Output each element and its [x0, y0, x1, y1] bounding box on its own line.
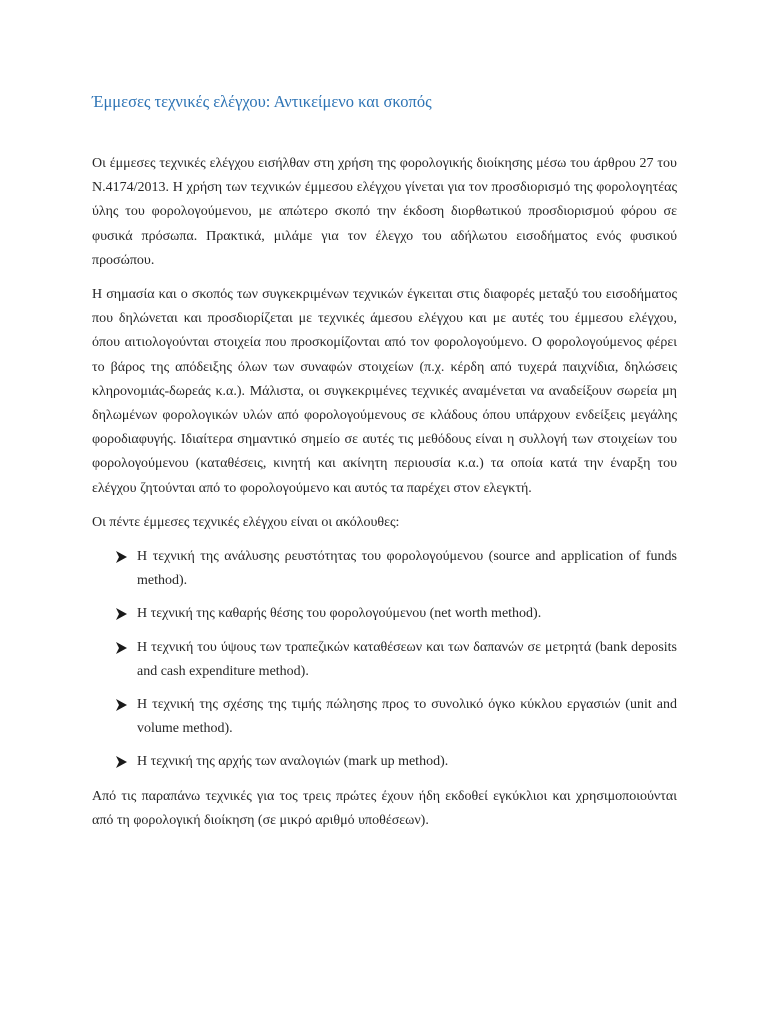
- paragraph-closing: Από τις παραπάνω τεχνικές για τος τρεις πρώτες έχουν ήδη εκδοθεί εγκύκλιοι και χρησιμοποιούνται από τη φορολογική διοίκηση (σε μικρό αριθμό υποθέσεων).: [92, 788, 677, 828]
- list-item-text: Η τεχνική της ανάλυσης ρευστότητας του φορολογούμενου (source and application of funds method).: [137, 549, 677, 589]
- list-item-text: Η τεχνική της σχέσης της τιμής πώλησης προς το συνολικό όγκο κύκλου εργασιών (unit and volume method).: [137, 697, 677, 737]
- paragraph-intro: Οι έμμεσες τεχνικές ελέγχου εισήλθαν στη χρήση της φορολογικής διοίκησης μέσω του άρθρου 27 του Ν.4174/2013. Η χρήση των τεχνικών έμμεσου ελέγχου γίνεται για τον προσδιορισμό της φορολογητέας ύλης του φορολογούμενου, με απώτερο σκοπό την έκδοση διορθωτικού προσδιορισμού φόρου σε φυσικά πρόσωπα. Πρακτικά, μιλάμε για τον έλεγχο του αδήλωτου εισοδήματος ενός φυσικού προσώπου.: [92, 156, 677, 268]
- list-item: [92, 545, 677, 593]
- list-item-text: Η τεχνική της αρχής των αναλογιών (mark up method).: [137, 754, 449, 770]
- arrowhead-bullet-icon: [115, 602, 129, 626]
- techniques-list: [92, 545, 677, 775]
- arrowhead-bullet-icon: [115, 636, 129, 660]
- paragraph-purpose: Η σημασία και ο σκοπός των συγκεκριμένων τεχνικών έγκειται στις διαφορές μεταξύ του εισοδήματος που δηλώνεται και προσδιορίζεται με τεχνικές άμεσου ελέγχου και με αυτές του έμμεσου ελέγχου, όπου αιτιολογούνται στοιχεία που προσκομίζονται από τον φορολογούμενο. Ο φορολογούμενος φέρει το βάρος της απόδειξης όλων των συναφών στοιχείων (π.χ. κέρδη από τυχερά παιχνίδια, δηλώσεις κληρονομιάς-δωρεάς κ.α.). Μάλιστα, οι συγκεκριμένες τεχνικές αναμένεται να αναδείξουν σωρεία μη δηλωμένων φορολογικών υλών από φορολογούμενους σε κλάδους όπου υπάρχουν ενδείξεις μεγάλης φοροδιαφυγής. Ιδιαίτερα σημαντικό σημείο σε αυτές τις μεθόδους είναι η συλλογή των στοιχείων του φορολογούμενου (καταθέσεις, κινητή και ακίνητη περιουσία κ.α.) τα οποία κατά την έναρξη του ελέγχου ζητούνται από το φορολογούμενο και αυτός τα παρέχει στον ελεγκτή.: [92, 287, 677, 496]
- list-item: [92, 636, 677, 684]
- arrowhead-bullet-icon: [115, 693, 129, 717]
- list-item-text: Η τεχνική της καθαρής θέσης του φορολογούμενου (net worth method).: [137, 606, 542, 622]
- arrowhead-bullet-icon: [115, 750, 129, 774]
- document-heading: Έμμεσες τεχνικές ελέγχου: Αντικείμενο και σκοπός: [92, 92, 432, 111]
- list-item: [92, 602, 677, 626]
- list-item-text: Η τεχνική του ύψους των τραπεζικών καταθέσεων και των δαπανών σε μετρητά (bank deposits and cash expenditure method).: [137, 639, 677, 679]
- arrowhead-bullet-icon: [115, 545, 129, 569]
- paragraph-list-intro: Οι πέντε έμμεσες τεχνικές ελέγχου είναι οι ακόλουθες:: [92, 514, 400, 530]
- list-item: [92, 693, 677, 741]
- list-item: [92, 750, 677, 774]
